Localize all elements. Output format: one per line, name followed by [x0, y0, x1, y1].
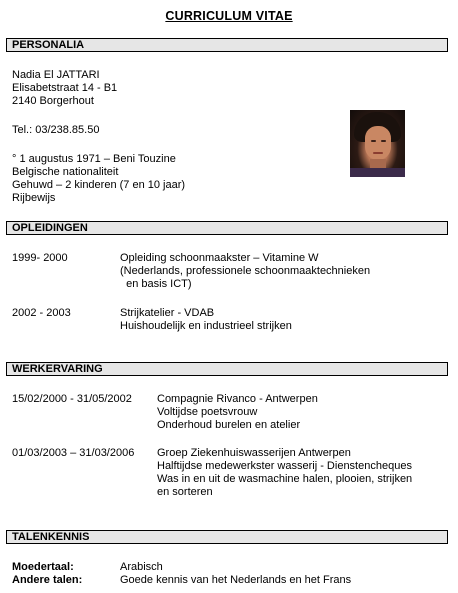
education-period: 2002 - 2003	[12, 307, 71, 319]
work-description	[157, 447, 412, 499]
education-line: Opleiding schoonmaakster – Vitamine W	[120, 252, 319, 264]
education-line: (Nederlands, professionele schoonmaaktechnieken	[120, 265, 371, 277]
address-block	[12, 69, 117, 108]
person-name: Nadia El JATTARI	[12, 69, 100, 81]
marital-status: Gehuwd – 2 kinderen (7 en 10 jaar)	[12, 179, 186, 191]
nationality: Belgische nationaliteit	[12, 166, 119, 178]
education-line: en basis ICT)	[120, 278, 192, 290]
drivers-license: Rijbewijs	[12, 192, 56, 204]
education-line: Strijkatelier - VDAB	[120, 307, 215, 319]
document-title: CURRICULUM VITAE	[165, 9, 293, 23]
work-line: en sorteren	[157, 486, 213, 498]
other-languages-label: Andere talen:	[12, 574, 83, 586]
phone-number: Tel.: 03/238.85.50	[12, 124, 100, 136]
work-period: 01/03/2003 – 31/03/2006	[12, 447, 135, 459]
section-header-opleidingen: OPLEIDINGEN	[6, 221, 448, 235]
profile-photo	[350, 110, 405, 177]
work-line: Voltijdse poetsvrouw	[157, 406, 258, 418]
education-description	[120, 252, 370, 291]
section-header-werkervaring: WERKERVARING	[6, 362, 448, 376]
section-header-personalia: PERSONALIA	[6, 38, 448, 52]
address-city: 2140 Borgerhout	[12, 95, 94, 107]
education-period: 1999- 2000	[12, 252, 68, 264]
mother-tongue-label: Moedertaal:	[12, 561, 74, 573]
other-languages-value: Goede kennis van het Nederlands en het Frans	[120, 574, 352, 586]
address-street: Elisabetstraat 14 - B1	[12, 82, 118, 94]
work-period: 15/02/2000 - 31/05/2002	[12, 393, 132, 405]
section-header-talenkennis: TALENKENNIS	[6, 530, 448, 544]
work-description	[157, 393, 318, 432]
personal-details	[12, 153, 185, 205]
work-line: Groep Ziekenhuiswasserijen Antwerpen	[157, 447, 351, 459]
education-line: Huishoudelijk en industrieel strijken	[120, 320, 292, 332]
mother-tongue-value: Arabisch	[120, 561, 163, 573]
work-line: Was in en uit de wasmachine halen, plooien, strijken	[157, 473, 413, 485]
education-description	[120, 307, 292, 333]
work-line: Compagnie Rivanco - Antwerpen	[157, 393, 318, 405]
birth-info: ° 1 augustus 1971 – Beni Touzine	[12, 153, 176, 165]
work-line: Onderhoud burelen en atelier	[157, 419, 301, 431]
work-line: Halftijdse medewerkster wasserij - Dienstencheques	[157, 460, 412, 472]
